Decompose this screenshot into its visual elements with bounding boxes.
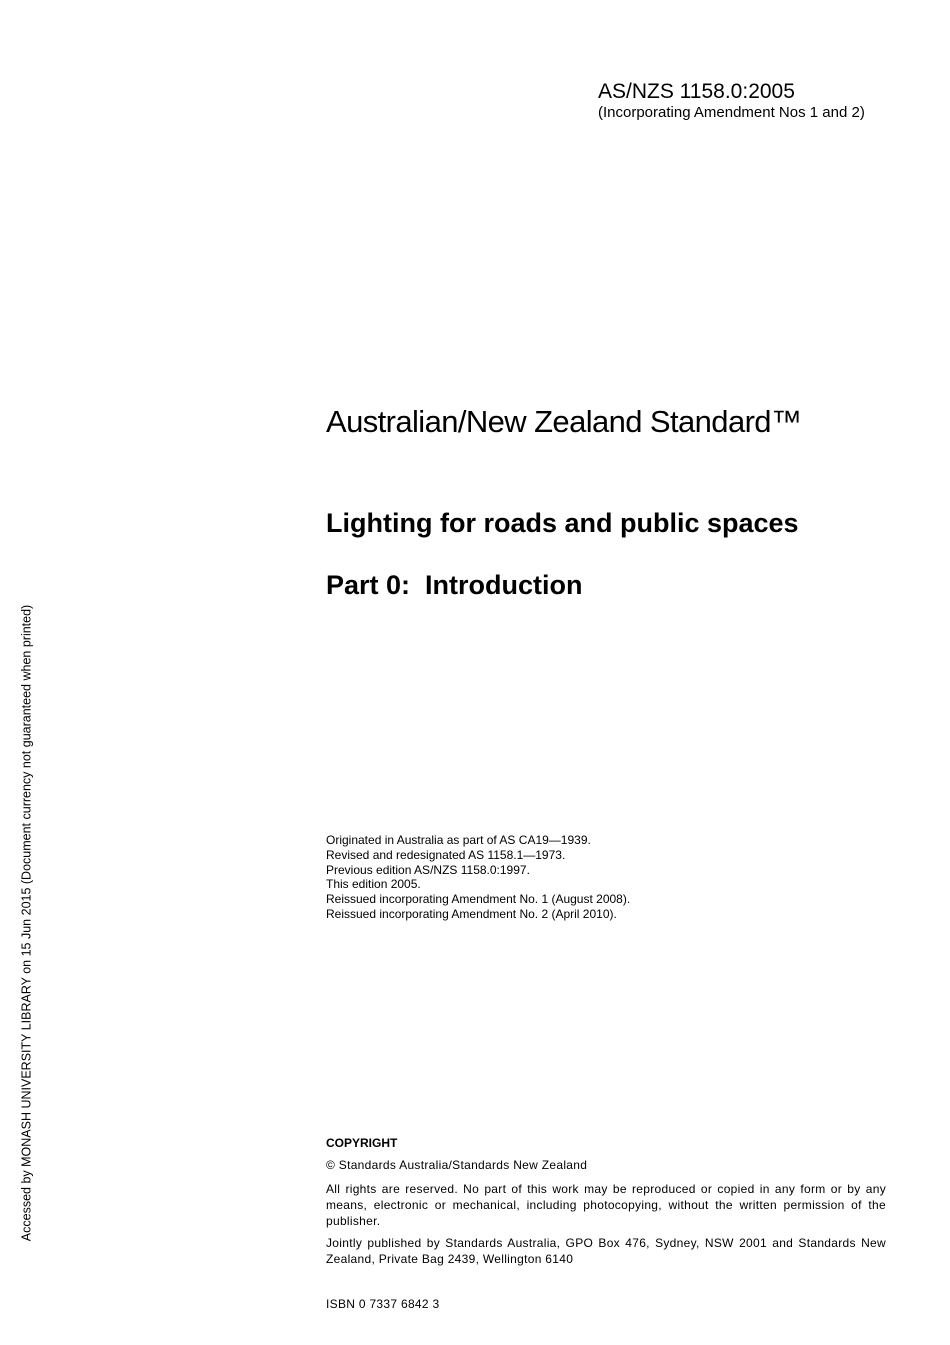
- document-part-title: Part 0: Introduction: [326, 570, 583, 600]
- history-line: This edition 2005.: [326, 877, 421, 892]
- isbn: ISBN 0 7337 6842 3: [326, 1297, 440, 1311]
- document-title: Lighting for roads and public spaces: [326, 508, 799, 538]
- copyright-heading: COPYRIGHT: [326, 1136, 398, 1150]
- edition-history: [326, 833, 630, 922]
- amendment-note: (Incorporating Amendment Nos 1 and 2): [598, 104, 865, 121]
- copyright-owner: © Standards Australia/Standards New Zealand: [326, 1158, 588, 1172]
- history-line: Reissued incorporating Amendment No. 2 (April 2010).: [326, 906, 617, 921]
- history-line: Previous edition AS/NZS 1158.0:1997.: [326, 862, 530, 877]
- standard-number: AS/NZS 1158.0:2005: [598, 80, 795, 103]
- history-line: Reissued incorporating Amendment No. 1 (August 2008).: [326, 892, 631, 907]
- standard-type-heading: Australian/New Zealand Standard™: [326, 404, 802, 439]
- history-line: Revised and redesignated AS 1158.1—1973.: [326, 847, 566, 862]
- access-watermark: Accessed by MONASH UNIVERSITY LIBRARY on 15 Jun 2015 (Document currency not guaranteed when printed): [19, 604, 34, 1242]
- history-line: Originated in Australia as part of AS CA19—1939.: [326, 833, 591, 847]
- publisher-statement: Jointly published by Standards Australia, GPO Box 476, Sydney, NSW 2001 and Standards New Zealand, Private Bag 2439, Wellington 6140: [326, 1236, 886, 1266]
- rights-statement: All rights are reserved. No part of this work may be reproduced or copied in any form or by any means, electronic or mechanical, including photocopying, without the written permission of the publisher.: [326, 1182, 886, 1228]
